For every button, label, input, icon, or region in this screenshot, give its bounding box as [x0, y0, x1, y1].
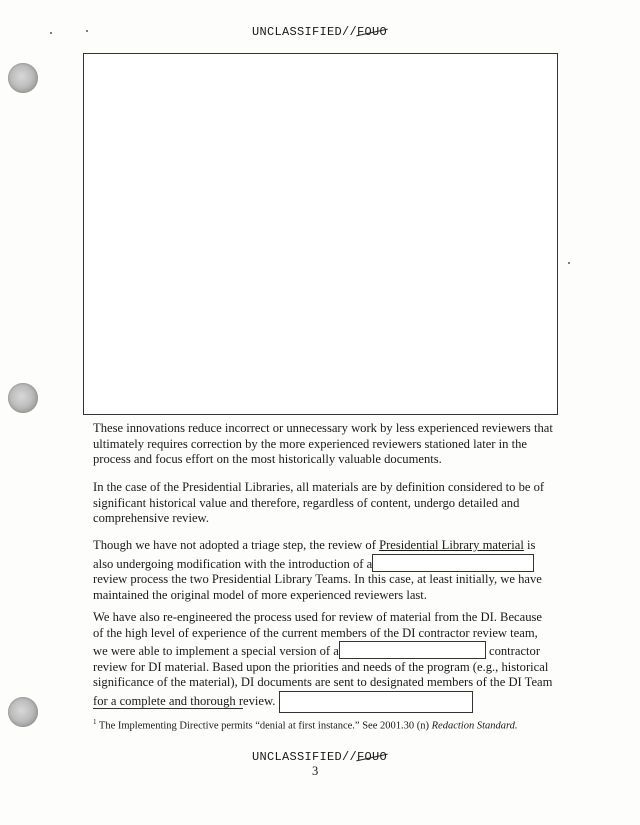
scan-speck	[568, 262, 570, 264]
header-classification	[252, 25, 387, 39]
footnote-text: The Implementing Directive permits “denial at first instance.” See 2001.30 (n)	[96, 720, 432, 732]
scan-speck	[50, 32, 52, 34]
punch-hole-middle	[8, 383, 38, 413]
paragraph-2: In the case of the Presidential Libraries, all materials are by definition considered to be of significant historical value and therefore, regardless of content, undergo detailed and comprehensive review.	[93, 480, 545, 525]
paragraph-3	[93, 538, 553, 603]
paragraph-1: These innovations reduce incorrect or unnecessary work by less experienced reviewers that ultimately requires correction by the more experienced reviewers stationed later in the process and focus effort on the most historically valuable documents.	[93, 421, 553, 466]
punch-hole-bottom	[8, 697, 38, 727]
paragraph-4	[93, 610, 553, 713]
paragraph-3-underlined: Presidential Library material	[379, 538, 524, 552]
scan-speck	[86, 30, 88, 32]
footer-classification	[252, 750, 387, 764]
redaction-box-inline	[339, 641, 486, 659]
redaction-box-inline	[279, 691, 473, 713]
footnote-marker: 1	[93, 718, 97, 726]
redaction-box-inline	[372, 554, 534, 572]
paragraph-4-text-a: We have also re-engineered the process used for review of material from the DI. Because of the high level of experience of the current members of the DI contractor review team, we were able to implement a special version of a	[93, 610, 543, 658]
punch-hole-top	[8, 63, 38, 93]
paragraph-3-text-b: is also undergoing modification with the introduction of a	[93, 538, 536, 571]
paragraph-3-text-a: Though we have not adopted a triage step, the review of	[93, 538, 380, 552]
footnote-italic: Redaction Standard.	[431, 720, 518, 732]
footer-classification-prefix: UNCLASSIFIED//	[252, 750, 358, 764]
paragraph-3-text-c: review process the two Presidential Library Teams. In this case, at least initially, we have maintained the original model of more experienced reviewers last.	[93, 572, 542, 602]
page-number: 3	[312, 764, 319, 778]
redaction-box-large	[83, 53, 558, 415]
footer-classification-suffix: FOUO	[357, 750, 388, 764]
header-classification-prefix: UNCLASSIFIED//	[252, 25, 358, 39]
header-classification-suffix: FOUO	[357, 25, 388, 39]
footnote	[93, 718, 518, 732]
footnote-divider	[93, 708, 243, 709]
paragraph-4-text-b: contractor review for DI material. Based upon the priorities and needs of the program (e.g., historical significance of the material), DI documents are sent to designated members of the DI Team for a complete and thorough review.	[93, 644, 553, 708]
